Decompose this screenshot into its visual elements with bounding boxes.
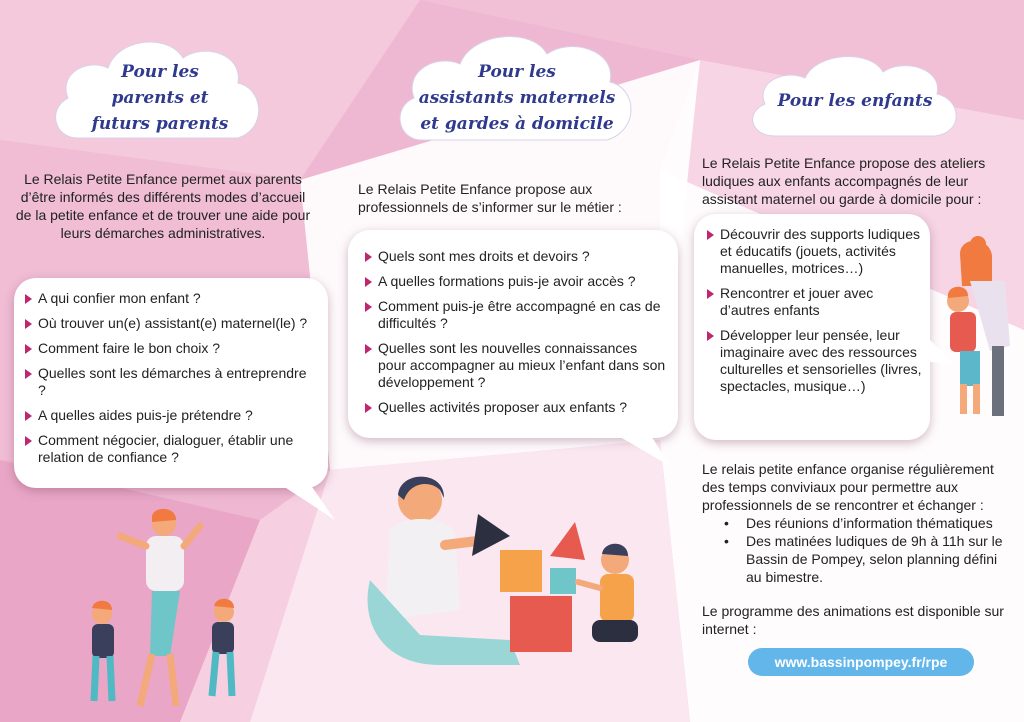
enfants-intro: Le Relais Petite Enfance propose des ateliers ludiques aux enfants accompagnés de leur assistant maternel ou garde à domicile pour : — [702, 155, 986, 207]
list-item: • Des réunions d’information thématiques — [702, 514, 1010, 532]
assistants-title-line: assistants maternels — [418, 88, 616, 108]
mother-child-illustration — [930, 226, 1020, 426]
list-item: Où trouver un(e) assistant(e) maternel(le) ? — [24, 315, 318, 332]
list-item: A quelles aides puis-je prétendre ? — [24, 407, 318, 424]
list-item: Comment faire le bon choix ? — [24, 340, 318, 357]
list-item: Rencontrer et jouer avec d’autres enfants — [706, 285, 922, 319]
list-item: Quelles sont les nouvelles connaissances pour accompagner au mieux l’enfant dans son développement ? — [364, 340, 666, 391]
assistants-question-bubble — [348, 230, 678, 438]
assistants-title — [402, 58, 632, 138]
parents-title-line: futurs parents — [91, 114, 229, 134]
parents-title-line: parents et — [111, 88, 209, 108]
list-item: Découvrir des supports ludiques et éducatifs (jouets, activités manuelles, motrices…) — [706, 226, 922, 277]
list-item: Quelles sont les démarches à entreprendre ? — [24, 365, 318, 399]
play-blocks-illustration — [360, 470, 660, 680]
assistants-title-line: et gardes à domicile — [420, 114, 614, 134]
list-item: • Des matinées ludiques de 9h à 11h sur le Bassin de Pompey, selon planning défini au bimestre. — [702, 532, 1010, 586]
list-item: Quelles activités proposer aux enfants ? — [364, 399, 666, 416]
list-item: Développer leur pensée, leur imaginaire avec des ressources culturelles et sensorielles (livres, spectacles, musique…) — [706, 327, 922, 395]
list-item: Comment négocier, dialoguer, établir une relation de confiance ? — [24, 432, 318, 466]
list-item: A qui confier mon enfant ? — [24, 290, 318, 307]
list-item: Quels sont mes droits et devoirs ? — [364, 248, 666, 265]
list-item: A quelles formations puis-je avoir accès ? — [364, 273, 666, 290]
bubble-tail-parents — [270, 484, 340, 524]
list-item: Comment puis-je être accompagné en cas de difficultés ? — [364, 298, 666, 332]
parents-title-line: Pour les — [121, 62, 199, 82]
parents-title — [60, 58, 260, 138]
programme-text: Le programme des animations est disponible sur internet : — [702, 603, 1004, 637]
assistants-title-line: Pour les — [478, 62, 556, 82]
bubble-tail-assistants — [610, 434, 680, 470]
assistants-intro: Le Relais Petite Enfance propose aux professionnels de s’informer sur le métier : — [358, 181, 622, 215]
parents-question-bubble — [14, 278, 328, 488]
website-link[interactable]: www.bassinpompey.fr/rpe — [748, 648, 974, 676]
parents-intro: Le Relais Petite Enfance permet aux parents d’être informés des différents modes d’accueil de la petite enfance et de trouver une aide pour leurs démarches administratives. — [15, 171, 311, 241]
events-intro: Le relais petite enfance organise régulièrement des temps conviviaux pour permettre aux professionnels de se rencontrer et échanger : — [702, 461, 994, 513]
events-list — [702, 514, 1010, 586]
enfants-activities-bubble — [694, 214, 930, 440]
enfants-title: Pour les enfants — [777, 91, 933, 111]
parent-kids-illustration — [80, 506, 250, 718]
